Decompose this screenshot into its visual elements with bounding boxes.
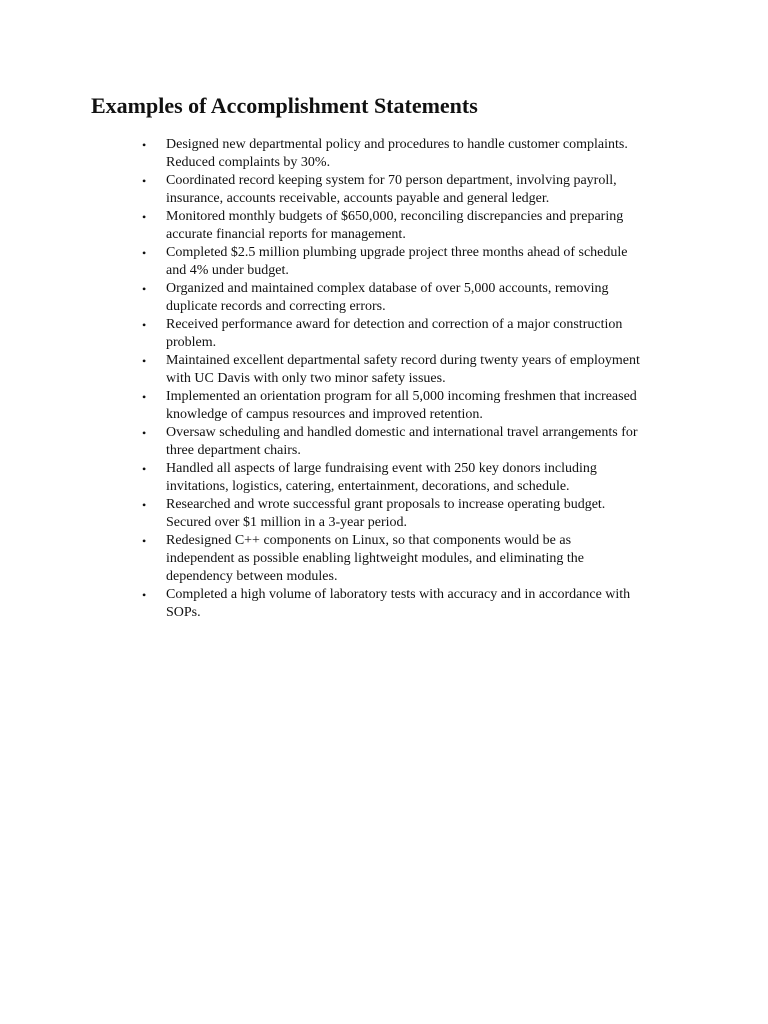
bullet-icon: • — [142, 498, 147, 512]
list-item-text-line: Implemented an orientation program for all 5,000 incoming freshmen that increased — [166, 389, 637, 404]
list-item — [140, 424, 700, 460]
bullet-icon: • — [142, 354, 147, 368]
list-item — [140, 586, 700, 622]
bullet-icon: • — [142, 318, 147, 332]
list-item — [140, 532, 700, 586]
list-item-text-line: knowledge of campus resources and improved retention. — [166, 407, 483, 422]
bullet-icon: • — [142, 534, 147, 548]
list-item-text-line: three department chairs. — [166, 443, 301, 458]
list-item-text-line: Redesigned C++ components on Linux, so that components would be as — [166, 533, 572, 548]
bullet-icon: • — [142, 138, 147, 152]
list-item-text-line: Maintained excellent departmental safety record during twenty years of employment — [166, 353, 640, 368]
list-item — [140, 316, 700, 352]
accomplishment-list — [140, 136, 700, 622]
list-item-text-line: with UC Davis with only two minor safety issues. — [166, 371, 446, 386]
bullet-icon: • — [142, 390, 147, 404]
bullet-icon: • — [142, 462, 147, 476]
list-item-text-line: duplicate records and correcting errors. — [166, 299, 386, 314]
bullet-icon: • — [142, 282, 147, 296]
list-item-text-line: Handled all aspects of large fundraising event with 250 key donors including — [166, 461, 597, 476]
list-item — [140, 208, 700, 244]
bullet-icon: • — [142, 210, 147, 224]
document-title: Examples of Accomplishment Statements — [91, 93, 478, 118]
list-item-text-line: dependency between modules. — [166, 569, 338, 584]
list-item-text-line: accurate financial reports for management. — [166, 227, 406, 242]
list-item-text-line: Oversaw scheduling and handled domestic and international travel arrangements for — [166, 425, 638, 440]
list-item — [140, 460, 700, 496]
list-item — [140, 496, 700, 532]
list-item-text-line: Designed new departmental policy and procedures to handle customer complaints. — [166, 137, 628, 152]
list-item — [140, 352, 700, 388]
bullet-icon: • — [142, 426, 147, 440]
list-item-text-line: invitations, logistics, catering, entertainment, decorations, and schedule. — [166, 479, 570, 494]
list-item-text-line: Completed $2.5 million plumbing upgrade project three months ahead of schedule — [166, 245, 628, 260]
list-item-text-line: Organized and maintained complex database of over 5,000 accounts, removing — [166, 281, 609, 296]
list-item-text-line: Researched and wrote successful grant proposals to increase operating budget. — [166, 497, 606, 512]
list-item-text-line: problem. — [166, 335, 217, 350]
list-item-text-line: independent as possible enabling lightweight modules, and eliminating the — [166, 551, 584, 566]
list-item-text-line: and 4% under budget. — [166, 263, 289, 278]
bullet-icon: • — [142, 174, 147, 188]
bullet-icon: • — [142, 588, 147, 602]
list-item-text-line: SOPs. — [166, 605, 201, 620]
list-item — [140, 172, 700, 208]
list-item-text-line: Completed a high volume of laboratory tests with accuracy and in accordance with — [166, 587, 631, 602]
list-item-text-line: Monitored monthly budgets of $650,000, reconciling discrepancies and preparing — [166, 209, 624, 224]
list-item-text-line: Reduced complaints by 30%. — [166, 155, 331, 170]
list-item — [140, 136, 700, 172]
list-item — [140, 388, 700, 424]
list-item-text-line: Secured over $1 million in a 3-year period. — [166, 515, 408, 530]
list-item-text-line: insurance, accounts receivable, accounts payable and general ledger. — [166, 191, 550, 206]
bullet-icon: • — [142, 246, 147, 260]
list-item-text-line: Received performance award for detection and correction of a major construction — [166, 317, 623, 332]
list-item — [140, 280, 700, 316]
list-item — [140, 244, 700, 280]
list-item-text-line: Coordinated record keeping system for 70 person department, involving payroll, — [166, 173, 617, 188]
